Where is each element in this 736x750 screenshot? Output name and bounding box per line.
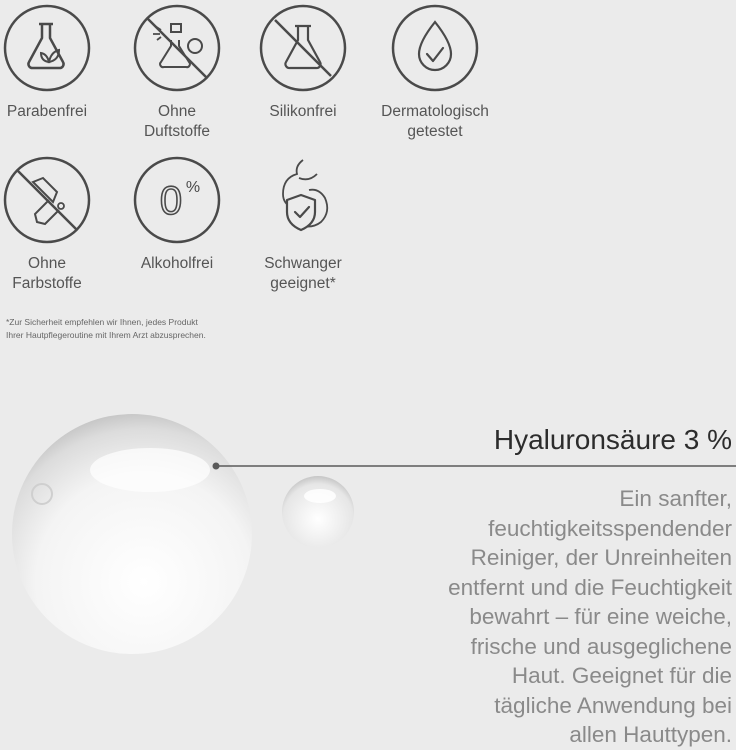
badge-paraben-free — [0, 4, 112, 122]
badge-label: Silikonfrei — [269, 103, 337, 120]
pregnancy-safe-shield-icon — [259, 156, 347, 244]
alcohol-free-icon — [133, 156, 221, 244]
badge-label: Schwanger geeignet* — [264, 255, 342, 292]
badge-dye-free — [0, 156, 112, 294]
badge-label: Parabenfrei — [6, 103, 88, 120]
small-droplet — [282, 476, 354, 548]
footnote: *Zur Sicherheit empfehlen wir Ihnen, jedes Produkt Ihrer Hautpflegeroutine mit Ihrem Arzt abzusprechen. — [6, 317, 206, 340]
paraben-free-flask-icon — [3, 4, 91, 92]
badge-label: Dermatologisch getestet — [381, 103, 489, 140]
badge-pregnancy-safe — [238, 156, 368, 294]
badge-dermatologically-tested — [370, 4, 500, 142]
badge-label: Alkoholfrei — [140, 255, 214, 272]
percent-glyph: % — [185, 179, 201, 196]
ingredient-description: Ein sanfter, feuchtigkeitsspendender Reiniger, der Unreinheiten entfernt und die Feuchtigkeit bewahrt – für eine weiche, frische und ausgeglichene Haut. Geeignet für die tägliche Anwendung bei allen Hauttypen. — [448, 486, 732, 747]
badge-silicone-free — [238, 4, 368, 122]
zero-glyph: 0 — [159, 179, 183, 223]
dermatologically-tested-drop-icon — [391, 4, 479, 92]
badge-alcohol-free — [112, 156, 242, 274]
fragrance-free-icon — [133, 4, 221, 92]
dye-free-dropper-icon — [3, 156, 91, 244]
ingredient-headline: Hyaluronsäure 3 % — [493, 424, 732, 455]
pointer-dot — [213, 463, 220, 470]
badge-fragrance-free — [112, 4, 242, 142]
badge-label: Ohne Farbstoffe — [12, 255, 82, 292]
silicone-free-flask-icon — [259, 4, 347, 92]
badge-label: Ohne Duftstoffe — [143, 103, 211, 140]
